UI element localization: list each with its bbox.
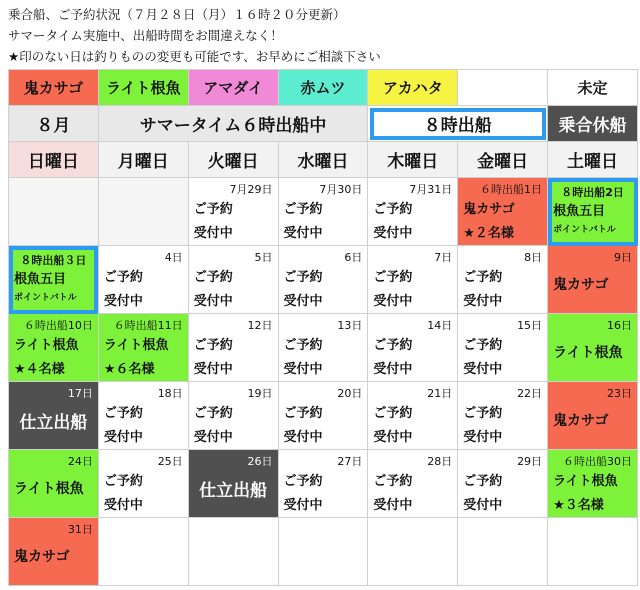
legend-onikasago: 鬼カサゴ bbox=[9, 70, 99, 106]
day-number: 25日 bbox=[157, 455, 183, 468]
legend-row bbox=[9, 70, 638, 106]
weekday-header: 木曜日 bbox=[368, 142, 458, 178]
day-cell[interactable] bbox=[548, 450, 638, 518]
accepting-label: 受付中 bbox=[373, 226, 413, 241]
reservation-label: ご予約 bbox=[103, 474, 143, 489]
day-cell[interactable] bbox=[278, 246, 368, 314]
day-number: 18日 bbox=[157, 387, 183, 400]
reservation-label: ご予約 bbox=[283, 406, 323, 421]
day-cell[interactable] bbox=[278, 178, 368, 246]
day-number: 7月31日 bbox=[409, 183, 453, 196]
fish-label: ライト根魚 bbox=[14, 338, 79, 353]
reservation-label: ご予約 bbox=[373, 474, 413, 489]
day-cell[interactable] bbox=[368, 314, 458, 382]
day-cell bbox=[9, 178, 99, 246]
reservation-label: ご予約 bbox=[463, 270, 503, 285]
day-cell[interactable] bbox=[368, 178, 458, 246]
day-number: 7月30日 bbox=[319, 183, 363, 196]
eight-oclock-label: ８時出船 bbox=[368, 106, 548, 142]
reservation-label: ご予約 bbox=[193, 338, 233, 353]
day-cell[interactable] bbox=[278, 382, 368, 450]
notice-text bbox=[8, 4, 381, 67]
reservation-label: ご予約 bbox=[103, 270, 143, 285]
reservation-calendar bbox=[8, 69, 638, 586]
accepting-label: 受付中 bbox=[283, 498, 323, 513]
reservation-label: ご予約 bbox=[373, 406, 413, 421]
accepting-label: 受付中 bbox=[193, 430, 233, 445]
day-number: ８時出船2日 bbox=[561, 186, 624, 199]
day-cell[interactable] bbox=[9, 450, 99, 518]
day-number: 15日 bbox=[517, 319, 543, 332]
accepting-label: 受付中 bbox=[193, 294, 233, 309]
day-number: 28日 bbox=[427, 455, 453, 468]
day-cell[interactable] bbox=[368, 450, 458, 518]
closed-label: 乗合休船 bbox=[548, 106, 638, 142]
accepting-label: 受付中 bbox=[373, 294, 413, 309]
weekday-header: 火曜日 bbox=[188, 142, 278, 178]
day-cell[interactable] bbox=[548, 314, 638, 382]
notice-line: ★印のない日は釣りものの変更も可能です、お早めにご相談下さい bbox=[8, 49, 381, 64]
calendar-week-row bbox=[9, 178, 638, 246]
reservation-label: ご予約 bbox=[283, 202, 323, 217]
summer-time-label: サマータイム６時出船中 bbox=[98, 106, 368, 142]
accepting-label: 受付中 bbox=[463, 498, 503, 513]
day-cell bbox=[548, 518, 638, 586]
day-number: ８時出船３日 bbox=[20, 254, 87, 267]
booked-count: ★６名様 bbox=[103, 362, 155, 377]
day-number: ６時出船1日 bbox=[480, 183, 543, 196]
day-number: 23日 bbox=[607, 387, 632, 400]
accepting-label: 受付中 bbox=[193, 362, 233, 377]
day-cell bbox=[98, 178, 188, 246]
day-cell bbox=[458, 518, 548, 586]
legend-akamutsu: 赤ムツ bbox=[278, 70, 368, 106]
day-number: 29日 bbox=[517, 455, 543, 468]
day-cell[interactable] bbox=[9, 518, 99, 586]
day-cell[interactable] bbox=[188, 178, 278, 246]
reservation-label: ご予約 bbox=[283, 270, 323, 285]
day-number: 27日 bbox=[337, 455, 363, 468]
day-number: 20日 bbox=[337, 387, 363, 400]
day-number: 8日 bbox=[524, 251, 543, 264]
day-cell bbox=[98, 518, 188, 586]
day-number: 24日 bbox=[67, 455, 93, 468]
day-cell[interactable] bbox=[98, 314, 188, 382]
accepting-label: 受付中 bbox=[283, 430, 323, 445]
day-number: 9日 bbox=[614, 251, 632, 264]
day-number: 7月29日 bbox=[229, 183, 273, 196]
legend-undecided: 未定 bbox=[548, 70, 638, 106]
fish-label: 鬼カサゴ bbox=[553, 413, 609, 429]
day-cell bbox=[278, 518, 368, 586]
weekday-header: 土曜日 bbox=[548, 142, 638, 178]
fish-label: ライト根魚 bbox=[553, 345, 623, 361]
day-cell[interactable] bbox=[278, 450, 368, 518]
fish-label: ライト根魚 bbox=[103, 338, 169, 353]
notice-line: サマータイム実施中、出船時間をお間違えなく！ bbox=[8, 28, 283, 43]
calendar-week-row bbox=[9, 518, 638, 586]
charter-label: 仕立出船 bbox=[199, 481, 268, 501]
calendar-week-row bbox=[9, 450, 638, 518]
accepting-label: 受付中 bbox=[283, 226, 323, 241]
day-number: 7日 bbox=[434, 251, 453, 264]
accepting-label: 受付中 bbox=[103, 430, 143, 445]
fish-label: ライト根魚 bbox=[553, 474, 618, 489]
day-cell[interactable] bbox=[368, 246, 458, 314]
reservation-label: ご予約 bbox=[283, 474, 323, 489]
day-number: 16日 bbox=[607, 319, 632, 332]
legend-light-nezakana: ライト根魚 bbox=[98, 70, 188, 106]
accepting-label: 受付中 bbox=[283, 362, 323, 377]
reservation-label: ご予約 bbox=[103, 406, 143, 421]
accepting-label: 受付中 bbox=[103, 498, 143, 513]
day-cell[interactable] bbox=[9, 314, 99, 382]
weekday-header: 水曜日 bbox=[278, 142, 368, 178]
accepting-label: 受付中 bbox=[463, 294, 503, 309]
reservation-label: ご予約 bbox=[283, 338, 323, 353]
day-number: 12日 bbox=[247, 319, 273, 332]
fish-label: ライト根魚 bbox=[14, 481, 84, 497]
day-number: 4日 bbox=[164, 251, 183, 264]
event-label: ポイントバトル bbox=[14, 293, 77, 303]
day-cell bbox=[368, 518, 458, 586]
day-number: 21日 bbox=[427, 387, 453, 400]
reservation-label: ご予約 bbox=[373, 270, 413, 285]
day-cell[interactable] bbox=[548, 178, 638, 246]
day-cell[interactable] bbox=[278, 314, 368, 382]
reservation-label: ご予約 bbox=[463, 474, 503, 489]
accepting-label: 受付中 bbox=[373, 430, 413, 445]
day-cell[interactable] bbox=[548, 246, 638, 314]
weekday-header: 月曜日 bbox=[98, 142, 188, 178]
reservation-label: ご予約 bbox=[193, 202, 233, 217]
reservation-label: ご予約 bbox=[463, 406, 503, 421]
legend-blank bbox=[458, 70, 548, 106]
accepting-label: 受付中 bbox=[103, 294, 143, 309]
day-cell[interactable] bbox=[458, 314, 548, 382]
day-number: ６時出船11日 bbox=[113, 319, 183, 332]
day-cell bbox=[9, 382, 99, 450]
day-cell[interactable] bbox=[98, 246, 188, 314]
legend-akahata: アカハタ bbox=[368, 70, 458, 106]
day-cell bbox=[188, 450, 278, 518]
charter-label: 仕立出船 bbox=[19, 413, 88, 433]
reservation-label: ご予約 bbox=[373, 202, 413, 217]
day-cell[interactable] bbox=[188, 246, 278, 314]
fish-label: 鬼カサゴ bbox=[553, 277, 609, 293]
fish-label: 鬼カサゴ bbox=[14, 549, 70, 565]
day-number: 5日 bbox=[254, 251, 273, 264]
day-cell[interactable] bbox=[458, 178, 548, 246]
reservation-label: ご予約 bbox=[463, 338, 503, 353]
calendar-week-row bbox=[9, 382, 638, 450]
legend-amadai: アマダイ bbox=[188, 70, 278, 106]
weekday-header: 日曜日 bbox=[9, 142, 99, 178]
day-cell[interactable] bbox=[458, 382, 548, 450]
day-number: 31日 bbox=[67, 523, 93, 536]
day-cell[interactable] bbox=[98, 382, 188, 450]
day-cell[interactable] bbox=[98, 450, 188, 518]
notice-line: 乗合船、ご予約状況（７月２８日（月）１６時２０分更新） bbox=[8, 7, 346, 22]
fish-label: 鬼カサゴ bbox=[463, 202, 515, 217]
accepting-label: 受付中 bbox=[463, 362, 503, 377]
reservation-label: ご予約 bbox=[193, 270, 233, 285]
fish-label: 根魚五目 bbox=[553, 204, 606, 219]
accepting-label: 受付中 bbox=[463, 430, 503, 445]
fish-label: 根魚五目 bbox=[14, 272, 67, 287]
weekday-header: 金曜日 bbox=[458, 142, 548, 178]
accepting-label: 受付中 bbox=[193, 226, 233, 241]
reservation-label: ご予約 bbox=[373, 338, 413, 353]
event-label: ポイントバトル bbox=[553, 225, 616, 235]
day-cell[interactable] bbox=[9, 246, 99, 314]
booked-count: ★３名様 bbox=[553, 498, 604, 513]
day-cell bbox=[188, 518, 278, 586]
day-cell[interactable] bbox=[188, 314, 278, 382]
weekday-header-row bbox=[9, 142, 638, 178]
day-cell[interactable] bbox=[188, 382, 278, 450]
day-number: 19日 bbox=[247, 387, 273, 400]
day-number: 22日 bbox=[517, 387, 543, 400]
day-number: ６時出船30日 bbox=[563, 455, 632, 468]
day-number: 14日 bbox=[427, 319, 453, 332]
day-number: 13日 bbox=[337, 319, 363, 332]
calendar-week-row bbox=[9, 246, 638, 314]
accepting-label: 受付中 bbox=[373, 362, 413, 377]
day-cell[interactable] bbox=[458, 246, 548, 314]
day-number: 26日 bbox=[247, 455, 273, 468]
reservation-label: ご予約 bbox=[193, 406, 233, 421]
day-cell[interactable] bbox=[368, 382, 458, 450]
accepting-label: 受付中 bbox=[373, 498, 413, 513]
day-cell[interactable] bbox=[458, 450, 548, 518]
day-number: 17日 bbox=[67, 387, 93, 400]
day-cell[interactable] bbox=[548, 382, 638, 450]
day-number: ６時出船10日 bbox=[23, 319, 93, 332]
accepting-label: 受付中 bbox=[283, 294, 323, 309]
status-row bbox=[9, 106, 638, 142]
booked-count: ★４名様 bbox=[14, 362, 65, 377]
booked-count: ★２名様 bbox=[463, 226, 514, 241]
calendar-week-row bbox=[9, 314, 638, 382]
month-label: ８月 bbox=[9, 106, 99, 142]
day-number: 6日 bbox=[344, 251, 363, 264]
